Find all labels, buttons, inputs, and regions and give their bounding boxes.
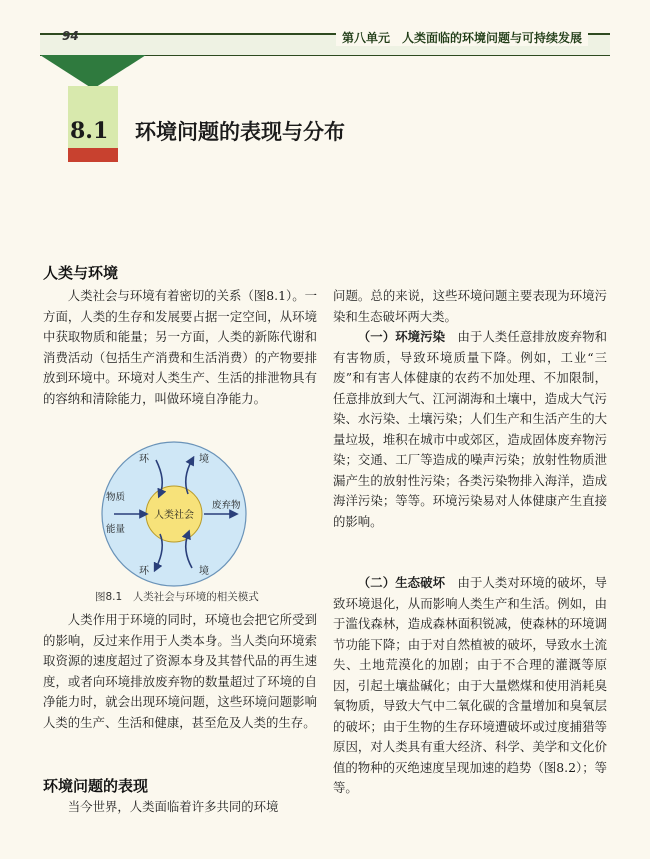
label-pollution: （一）环境污染 [357,329,446,344]
section-red-bar [68,148,118,162]
label-material: 物质 [106,492,126,503]
human-environment-diagram [100,440,248,588]
decorative-triangle [40,55,146,89]
heading-human-environment: 人类与环境 [43,264,119,282]
label-society: 人类社会 [154,510,194,521]
paragraph-intro: 人类社会与环境有着密切的关系（图8.1）。一方面，人类的生存和发展要占据一定空间，从环境中获取物质和能量；另一方面，人类的新陈代谢和消费活动（包括生产消费和生活消费）的产物要排放到环境中。环境对人类生产、生活的排泄物具有的容纳和清除能力，叫做环境自净能力。 [43,288,317,406]
paragraph-manifestations-start: 当今世界，人类面临着许多共同的环境 [67,799,279,814]
label-env-bottom-right: 境 [199,566,209,577]
page-number: 94 [62,29,79,43]
section-number: 8.1 [70,118,109,144]
figure-caption: 图8.1 人类社会与环境的相关模式 [95,591,259,603]
label-env-top-left: 环 [139,454,149,465]
label-energy: 能量 [106,524,126,535]
heading-manifestations: 环境问题的表现 [43,777,149,795]
unit-title: 第八单元 人类面临的环境问题与可持续发展 [336,29,588,46]
label-env-top-right: 境 [199,454,209,465]
paragraph-overview: 问题。总的来说，这些环境问题主要表现为环境污染和生态破坏两大类。 [333,288,607,324]
paragraph-ecological-damage [333,573,607,799]
text-ecological-damage: 由于人类对环境的破坏，导致环境退化，从而影响人类生产和生活。例如，由于滥伐森林，造成森林面积锐减，使森林的环境调节功能下降；由于对自然植被的破坏，导致水土流失、土地荒漠化的加剧；由于不合理的灌溉等原因，引起土壤盐碱化；由于大量燃煤和使用消耗臭氧物质，导致大气中二氧化碳的含量增加和臭氧层的破坏；由于生物的生存环境遭破坏或过度捕猎等原因，对人类具有重大经济、科学、美学和文化价值的物种的灭绝速度呈现加速的趋势（图8.2）；等等。 [333,575,608,795]
paragraph-pollution [333,327,607,532]
label-env-bottom-left: 环 [139,566,149,577]
section-title: 环境问题的表现与分布 [135,119,345,144]
label-waste: 废弃物 [212,500,241,511]
text-pollution: 由于人类任意排放废弃物和有害物质，导致环境质量下降。例如，工业“三废”和有害人体健康的农药不加处理、不加限制，任意排放到大气、江河湖海和土壤中，造成大气污染、水污染、土壤污染；人们生产和生活产生的大量垃圾，堆积在城市中或郊区，造成固体废弃物污染；交通、工厂等造成的噪声污染；放射性物质泄漏产生的放射性污染；各类污染物排入海洋，造成海洋污染；等等。环境污染易对人体健康产生直接的影响。 [333,329,608,529]
paragraph-interaction: 人类作用于环境的同时，环境也会把它所受到的影响，反过来作用于人类本身。当人类向环境索取资源的速度超过了资源本身及其替代品的再生速度，或者向环境排放废弃物的数量超过了环境的自净能力时，就会出现环境问题，这些环境问题影响人类的生产、生活和健康，甚至危及人类的生存。 [43,612,317,730]
label-ecological-damage: （二）生态破坏 [357,575,446,590]
